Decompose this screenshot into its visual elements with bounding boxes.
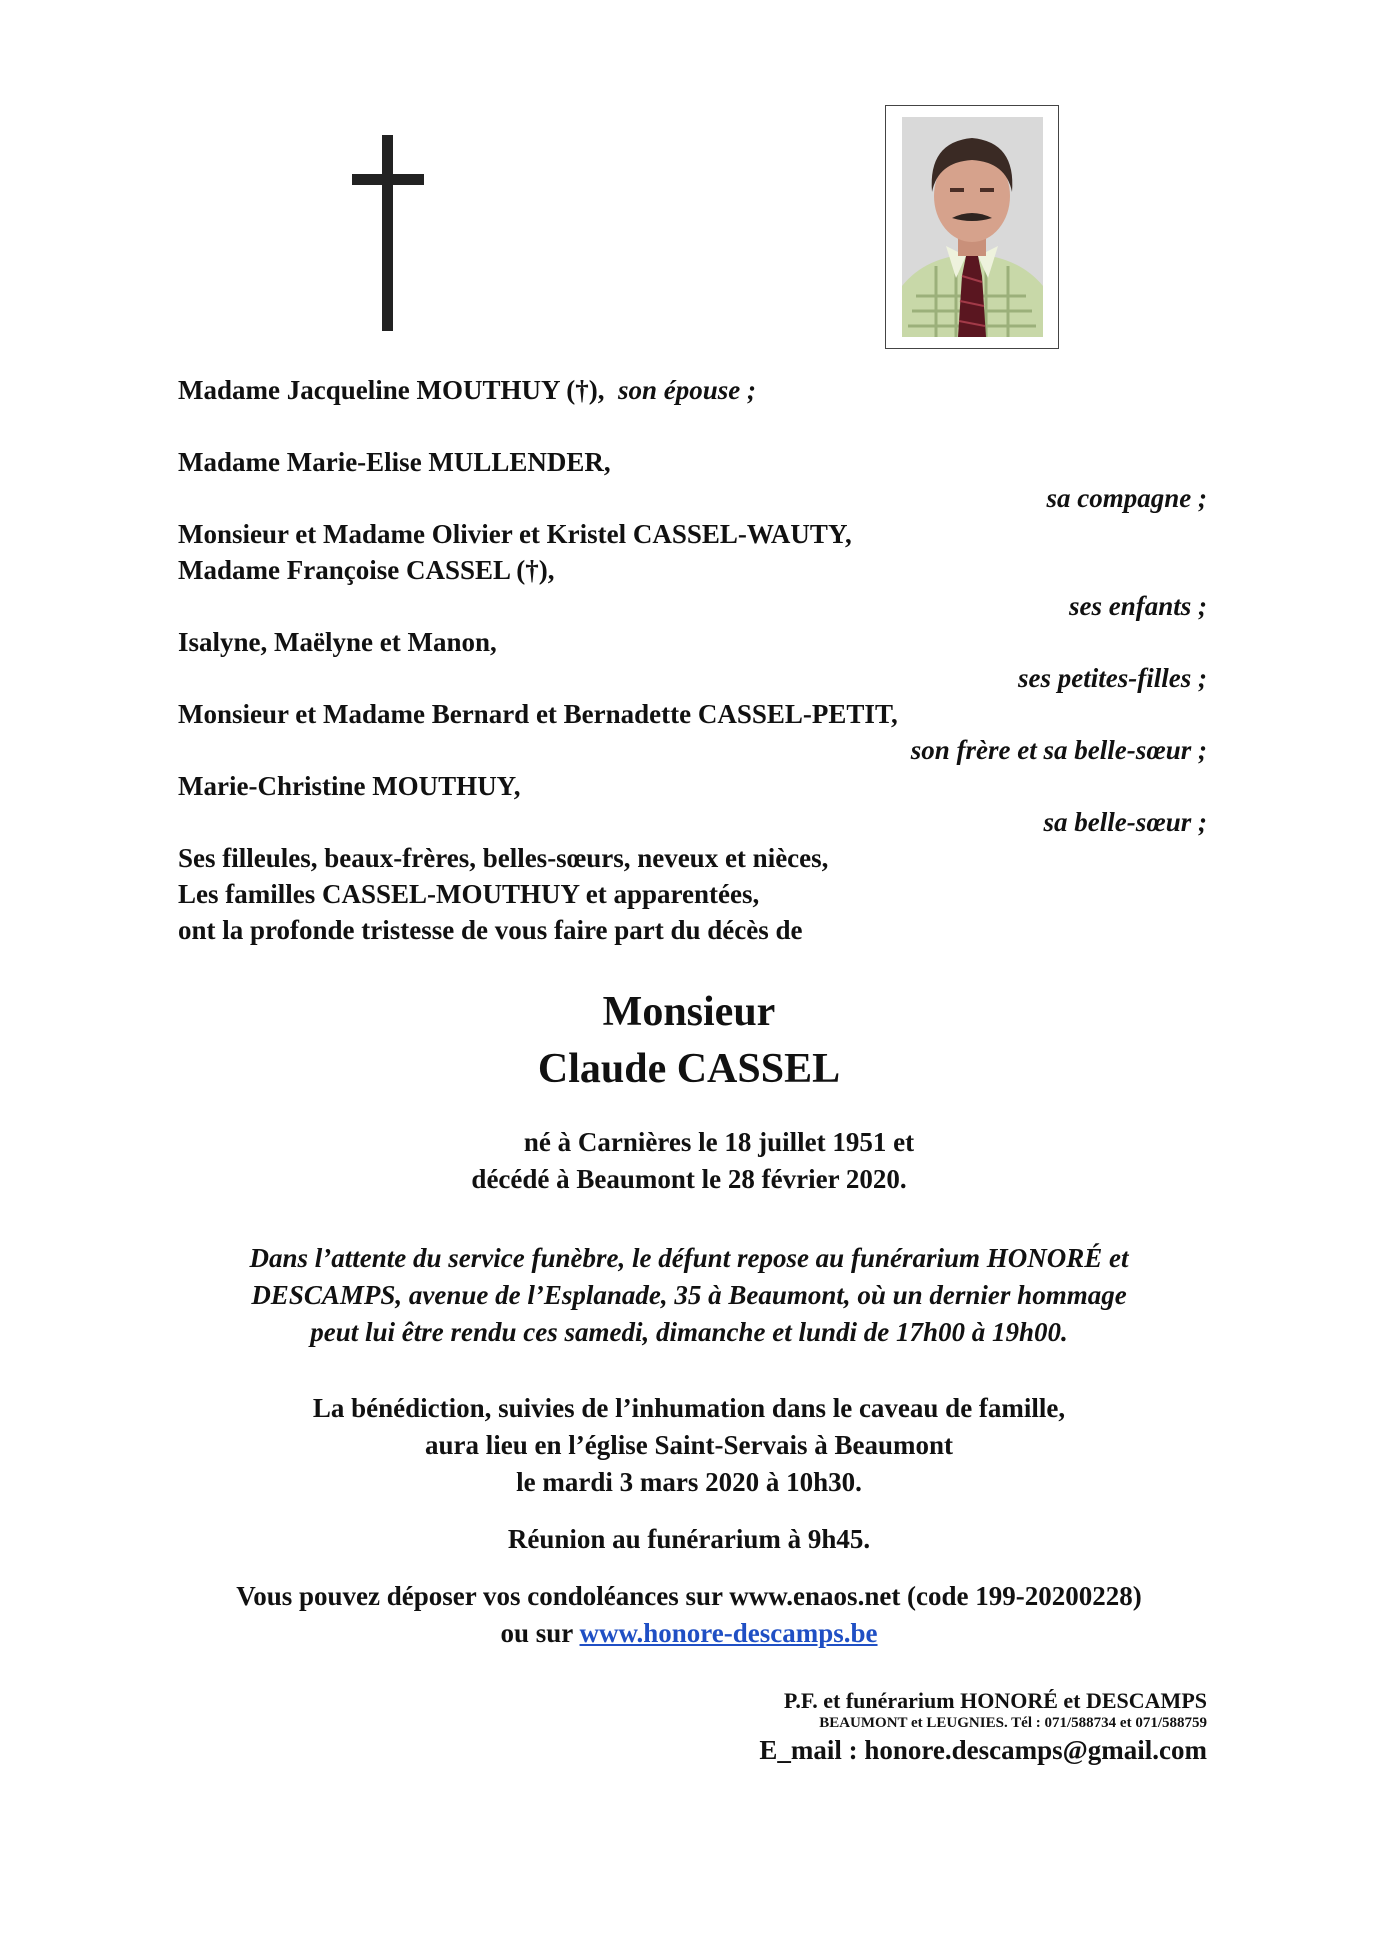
birth-line: né à Carnières le 18 juillet 1951 et [523, 1127, 915, 1157]
deceased-name: Claude CASSEL [537, 1046, 841, 1092]
condolences-link-line [0, 1617, 1378, 1649]
relation-sister-in-law: sa belle-sœur ; [1043, 807, 1207, 837]
portrait-photo [885, 105, 1059, 349]
ceremony-line-3: le mardi 3 mars 2020 à 10h30. [516, 1467, 862, 1497]
family-line-children-1: Monsieur et Madame Olivier et Kristel CASSEL-WAUTY, [178, 519, 852, 549]
ceremony-line-2: aura lieu en l’église Saint-Servais à Beaumont [425, 1430, 953, 1460]
cross-icon [340, 135, 436, 331]
family-line-brother: Monsieur et Madame Bernard et Bernadette CASSEL-PETIT, [178, 699, 898, 729]
condolences-line: Vous pouvez déposer vos condoléances sur www.enaos.net (code 199-20200228) [236, 1581, 1142, 1611]
closing-line-3: ont la profonde tristesse de vous faire part du décès de [178, 915, 803, 945]
ceremony-line-1: La bénédiction, suivies de l’inhumation dans le caveau de famille, [312, 1393, 1066, 1423]
death-line: décédé à Beaumont le 28 février 2020. [471, 1164, 907, 1194]
family-line-granddaughters: Isalyne, Maëlyne et Manon, [178, 627, 497, 657]
condolences-prefix: ou sur [500, 1618, 580, 1648]
family-line-sister-in-law: Marie-Christine MOUTHUY, [178, 771, 521, 801]
spouse-relation: son épouse ; [617, 375, 756, 405]
closing-line-1: Ses filleules, beaux-frères, belles-sœurs, neveux et nièces, [178, 843, 829, 873]
wake-line-1: Dans l’attente du service funèbre, le défunt repose au funérarium HONORÉ et [249, 1243, 1129, 1273]
footer-email: E_mail : honore.descamps@gmail.com [759, 1735, 1207, 1765]
relation-companion: sa compagne ; [1046, 483, 1207, 513]
closing-line-2: Les familles CASSEL-MOUTHUY et apparentées, [178, 879, 760, 909]
wake-line-3: peut lui être rendu ces samedi, dimanche et lundi de 17h00 à 19h00. [310, 1317, 1068, 1347]
wake-line-2: DESCAMPS, avenue de l’Esplanade, 35 à Beaumont, où un dernier hommage [251, 1280, 1127, 1310]
family-line-companion: Madame Marie-Elise MULLENDER, [178, 447, 611, 477]
footer-company: P.F. et funérarium HONORÉ et DESCAMPS [783, 1688, 1207, 1713]
family-line-children-2: Madame Françoise CASSEL (†), [178, 555, 555, 585]
spouse-name: Madame Jacqueline MOUTHUY (†), [178, 375, 605, 405]
footer-address: BEAUMONT et LEUGNIES. Tél : 071/588734 et 071/588759 [819, 1715, 1207, 1731]
relation-children: ses enfants ; [1068, 591, 1207, 621]
relation-granddaughters: ses petites-filles ; [1018, 663, 1207, 693]
deceased-title: Monsieur [602, 989, 776, 1035]
website-link[interactable]: www.honore-descamps.be [579, 1618, 878, 1648]
relation-brother: son frère et sa belle-sœur ; [910, 735, 1207, 765]
meeting-line: Réunion au funérarium à 9h45. [507, 1524, 871, 1554]
family-line-spouse [178, 374, 756, 406]
